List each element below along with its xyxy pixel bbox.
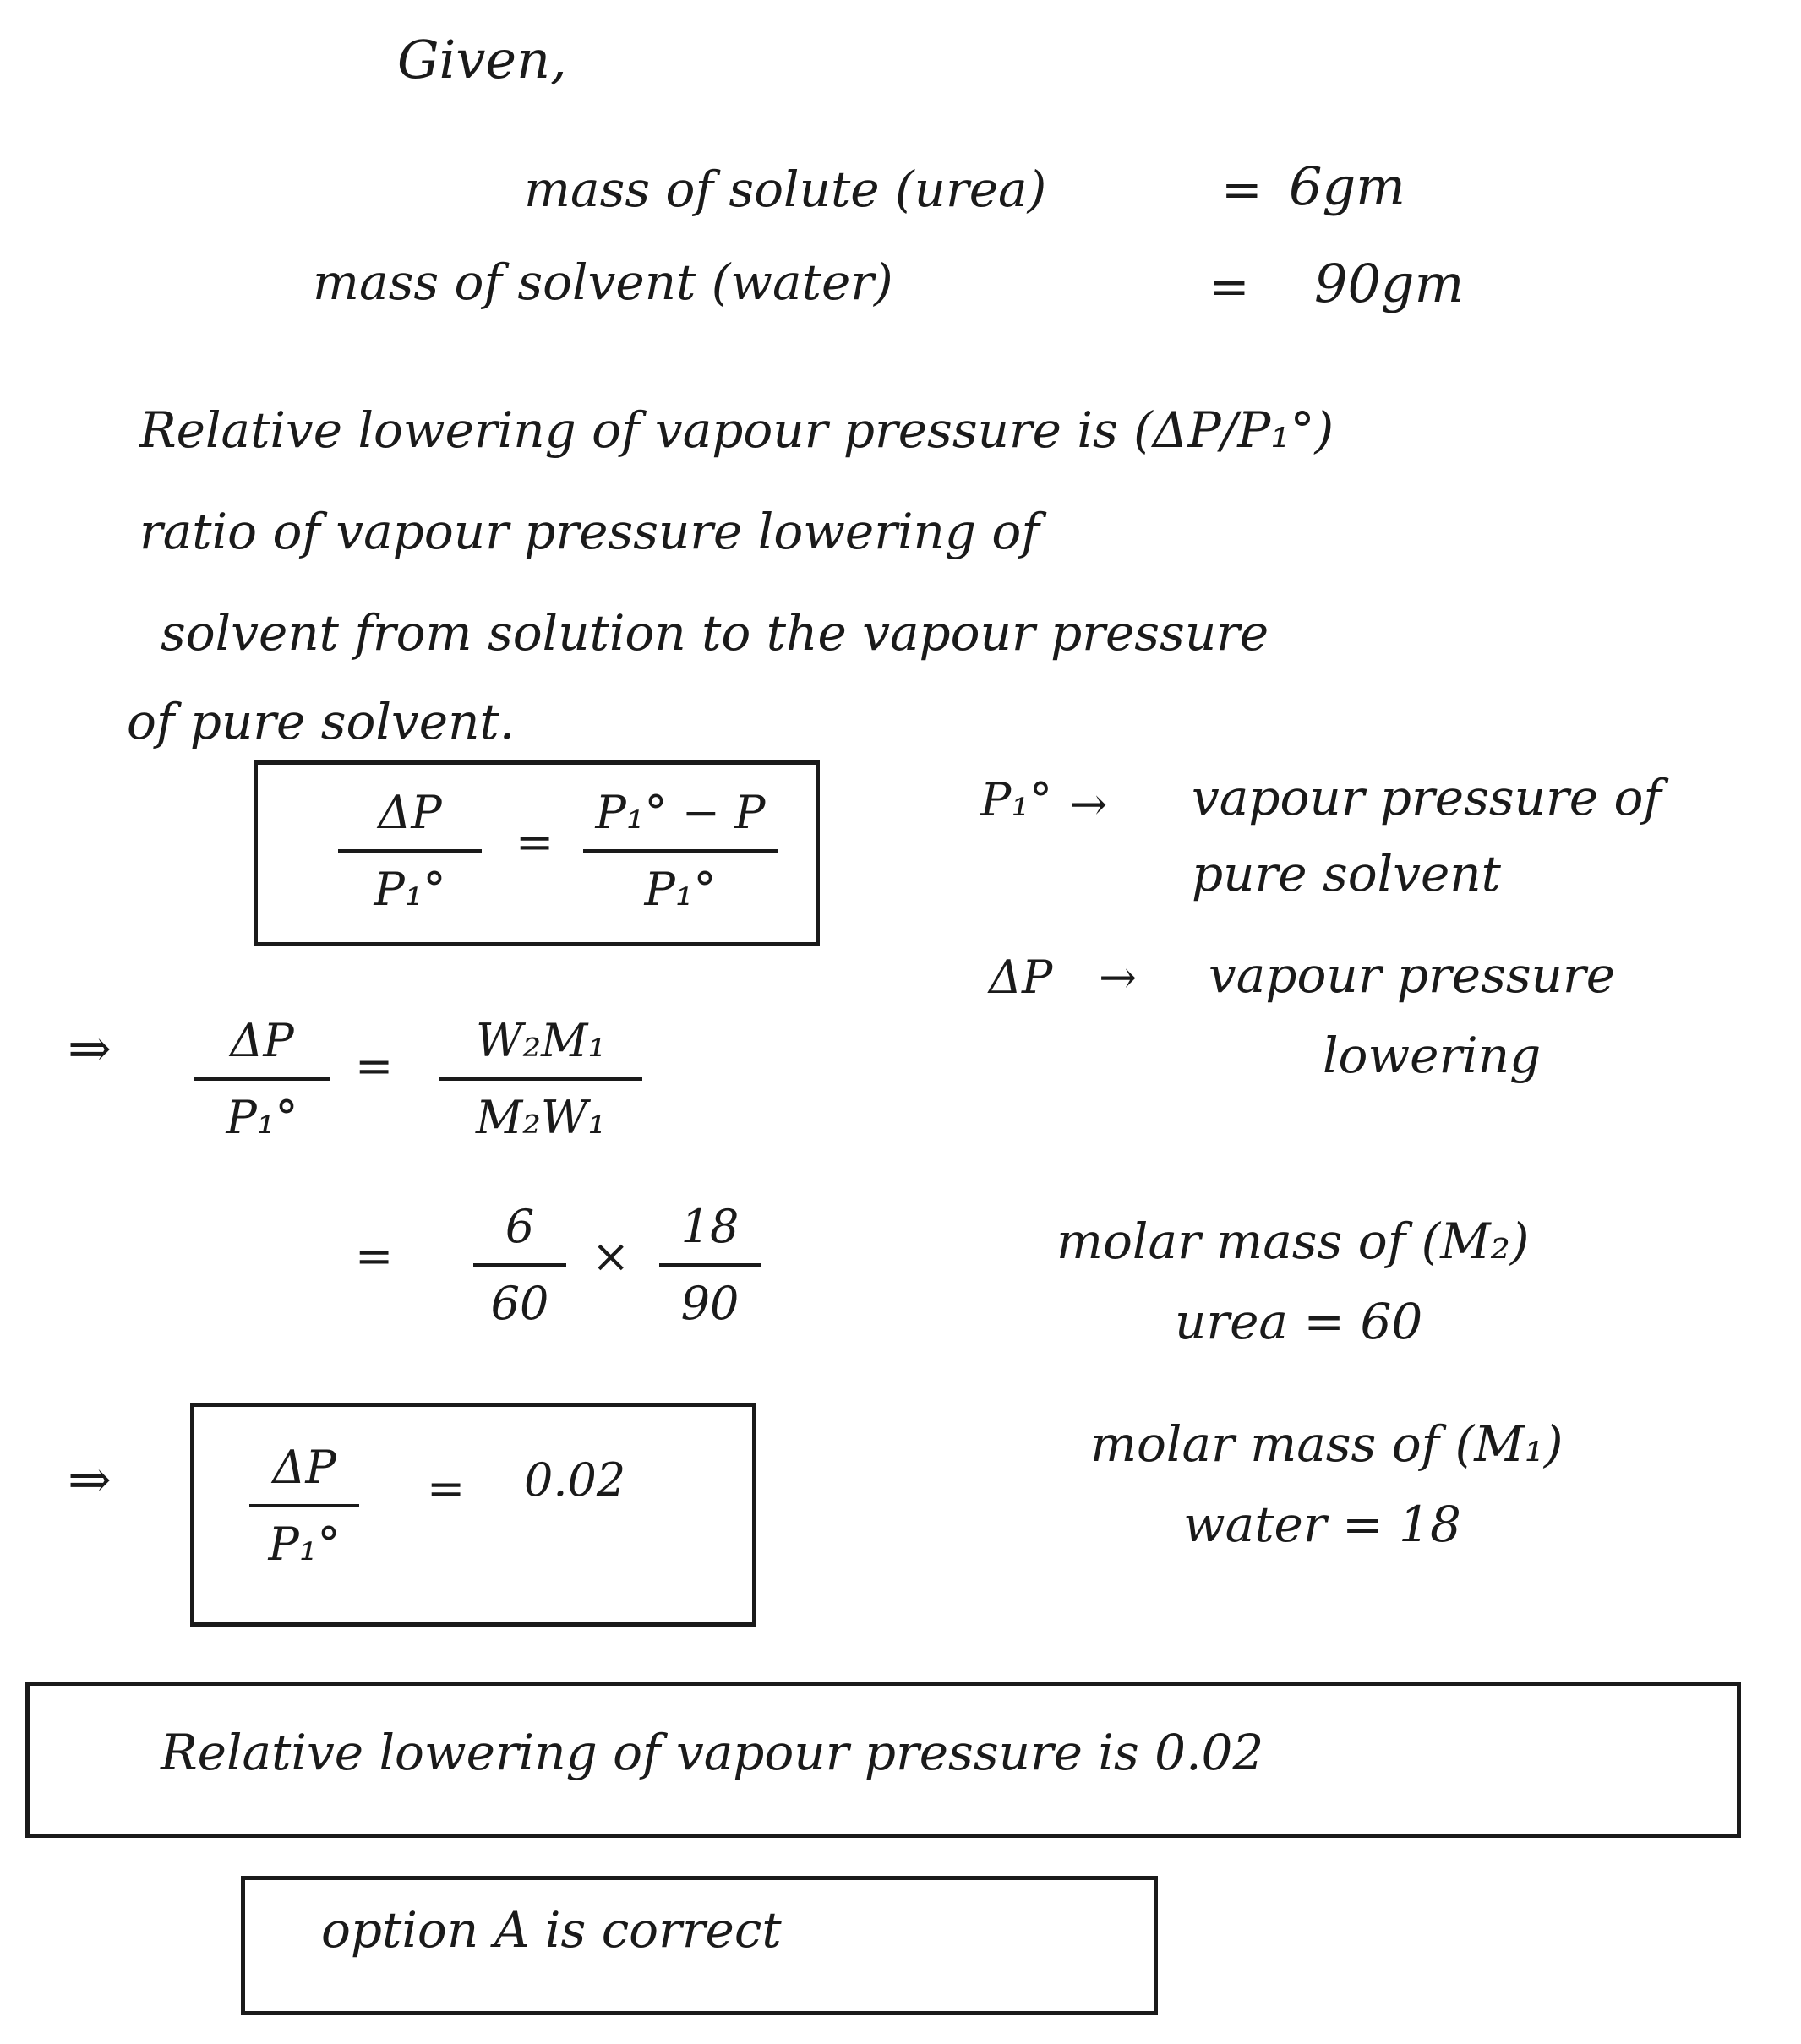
formula-1-lhs-numerator: ΔP — [378, 786, 442, 839]
fraction-bar — [583, 849, 778, 853]
formula-1-rhs-denominator: P₁° — [644, 863, 717, 916]
solvent-label: mass of solvent (water) — [313, 253, 893, 311]
fraction-bar — [338, 849, 482, 853]
result-lhs-numerator: ΔP — [272, 1441, 336, 1494]
legend-p1-text-1: vapour pressure of — [1192, 769, 1662, 826]
given-heading: Given, — [397, 29, 567, 90]
formula-2-lhs-denominator: P₁° — [226, 1091, 298, 1144]
formula-1-lhs-denominator: P₁° — [374, 863, 446, 916]
result-value: 0.02 — [524, 1453, 626, 1507]
fraction-bar — [473, 1263, 566, 1267]
formula-2-rhs — [439, 1014, 642, 1144]
result-equals: = — [427, 1462, 466, 1515]
formula-2-lhs-numerator: ΔP — [230, 1014, 294, 1067]
formula-1-rhs-numerator: P₁° − P — [595, 786, 766, 839]
implies-icon: ⇒ — [68, 1448, 112, 1510]
definition-line-3: solvent from solution to the vapour pressure — [161, 604, 1269, 662]
legend-p1-symbol: P₁° — [980, 773, 1052, 826]
substitution-fraction-b — [659, 1200, 761, 1330]
fraction-bar — [194, 1077, 330, 1081]
conclusion-text: Relative lowering of vapour pressure is 0.02 — [161, 1724, 1264, 1781]
formula-2-lhs — [194, 1014, 330, 1144]
result-lhs — [249, 1441, 359, 1571]
result-lhs-denominator: P₁° — [268, 1518, 341, 1571]
legend-dp-text-1: vapour pressure — [1209, 946, 1616, 1004]
solute-label: mass of solute (urea) — [524, 161, 1047, 218]
definition-line-2: ratio of vapour pressure lowering of — [139, 503, 1040, 560]
substitution-b-denominator: 90 — [680, 1277, 740, 1330]
substitution-a-numerator: 6 — [505, 1200, 535, 1253]
solute-value: 6gm — [1289, 155, 1405, 217]
formula-2-equals: = — [355, 1039, 394, 1093]
legend-dp-text-2: lowering — [1323, 1027, 1542, 1084]
solvent-equals: = — [1209, 258, 1250, 315]
formula-1-rhs — [583, 786, 778, 916]
substitution-b-numerator: 18 — [680, 1200, 740, 1253]
implies-icon: ⇒ — [68, 1017, 112, 1079]
formula-2-rhs-denominator: M₂W₁ — [475, 1091, 607, 1144]
substitution-fraction-a — [473, 1200, 566, 1330]
times-icon: × — [592, 1229, 630, 1283]
molar-water-line-1: molar mass of (M₁) — [1090, 1415, 1564, 1473]
formula-2-rhs-numerator: W₂M₁ — [475, 1014, 607, 1067]
molar-urea-line-1: molar mass of (M₂) — [1056, 1213, 1530, 1270]
substitution-a-denominator: 60 — [490, 1277, 549, 1330]
formula-1-equals: = — [516, 815, 554, 869]
fraction-bar — [439, 1077, 642, 1081]
fraction-bar — [249, 1504, 359, 1507]
legend-dp-symbol: ΔP — [989, 951, 1053, 1004]
molar-urea-line-2: urea = 60 — [1175, 1293, 1423, 1350]
fraction-bar — [659, 1263, 761, 1267]
arrow-right-icon: → — [1099, 951, 1138, 1004]
arrow-right-icon: → — [1069, 777, 1108, 831]
legend-p1-text-2: pure solvent — [1192, 845, 1501, 902]
solute-equals: = — [1221, 161, 1263, 218]
answer-text: option A is correct — [321, 1901, 782, 1959]
definition-line-4: of pure solvent. — [127, 693, 516, 750]
formula-1-lhs — [338, 786, 482, 916]
definition-line-1: Relative lowering of vapour pressure is (ΔP/P₁°) — [139, 401, 1334, 459]
molar-water-line-2: water = 18 — [1183, 1496, 1461, 1553]
substitution-equals: = — [355, 1229, 394, 1283]
solvent-value: 90gm — [1314, 253, 1465, 314]
